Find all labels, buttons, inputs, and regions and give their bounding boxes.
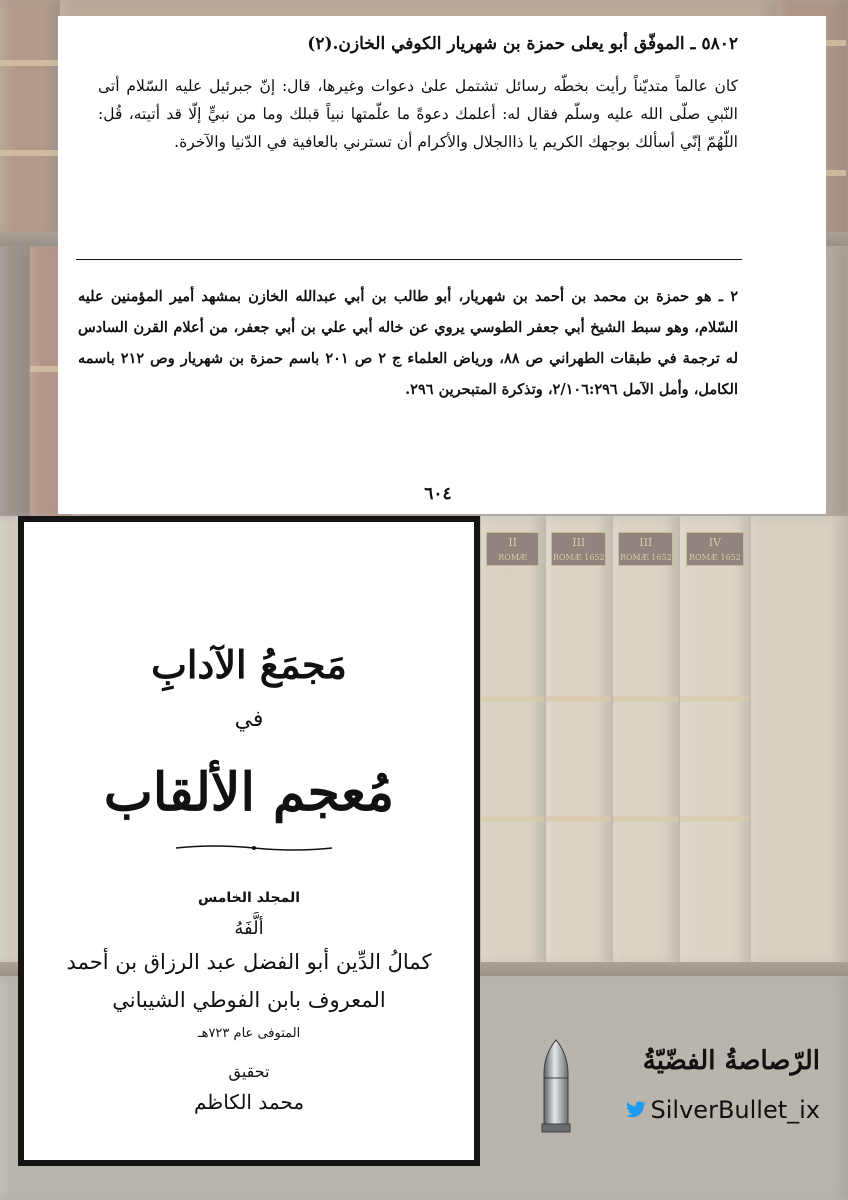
author-label: ألَّفَهُ xyxy=(234,918,264,939)
editor-label: تحقيق xyxy=(228,1062,270,1081)
book-title: مَجمَعُ الآدابِ xyxy=(151,642,347,687)
footnote-text: ٢ ـ هو حمزة بن محمد بن أحمد بن شهريار، أبو طالب بن أبي عبدالله الخازن بمشهد أمير المؤمنين عليه السّلام، وهو سبط الشيخ أبي جعفر الطوسي يروي عن خاله أبي علي بن أبي جعفر، من أعلام القرن السادس له ترجمة في طبقات الطهراني ص ٨٨، ورياض العلماء ج ٢ ص ٢٠١ باسم حمزة بن شهريار وص ٢١٢ باسمه الكامل، وأمل الآمل ٢/١٠٦:٢٩٦، وتذكرة المتبحرين ٢٩٦. xyxy=(78,288,739,398)
entry-heading: ٥٨٠٢ ـ الموفّق أبو يعلى حمزة بن شهريار الكوفي الخازن.(٢) xyxy=(307,34,738,54)
author-name-line-2: المعروف بابن الفوطي الشيباني xyxy=(112,988,386,1012)
bullet-icon xyxy=(538,1038,574,1134)
editor-name: محمد الكاظم xyxy=(193,1090,305,1114)
handle-text: SilverBullet_ix xyxy=(650,1096,820,1124)
ornament-divider xyxy=(174,844,334,852)
handle-row xyxy=(625,1096,820,1124)
author-name-line-1: كمالُ الدِّين أبو الفضل عبد الرزاق بن أحمد xyxy=(66,950,432,974)
watermark xyxy=(530,1038,830,1138)
book-subtitle: مُعجم الألقاب xyxy=(103,762,395,823)
entry-body: كان عالماً متديّناً رأيت بخطّه رسائل تشتمل علىٰ دعوات وغيرها، قال: إنّ جبرئيل عليه السّلام أتى النّبي صلّى الله عليه وسلّم فقال له: أعلمك دعوةً ما علّمتها نبياً قبلك وما من نبيٍّ إلّا قد أتيته، قُل: اللّهُمّ إنّي أسألك بوجهك الكريم يا ذاالجلال والأكرام أن تسترني بالعافية في الدّنيا والآخرة. xyxy=(98,77,738,151)
book-title-connector: في xyxy=(234,707,264,732)
document-page xyxy=(58,16,826,514)
twitter-icon xyxy=(625,1101,647,1119)
footnote-divider xyxy=(76,259,742,260)
volume-label: المجلد الخامس xyxy=(197,890,301,906)
channel-name: الرّصاصةُ الفضّيّةُ xyxy=(642,1046,820,1076)
page-number: ٦٠٤ xyxy=(424,484,452,504)
book-cover xyxy=(18,516,480,1166)
author-death-date: المتوفى عام ٧٢٣هـ xyxy=(197,1026,301,1041)
